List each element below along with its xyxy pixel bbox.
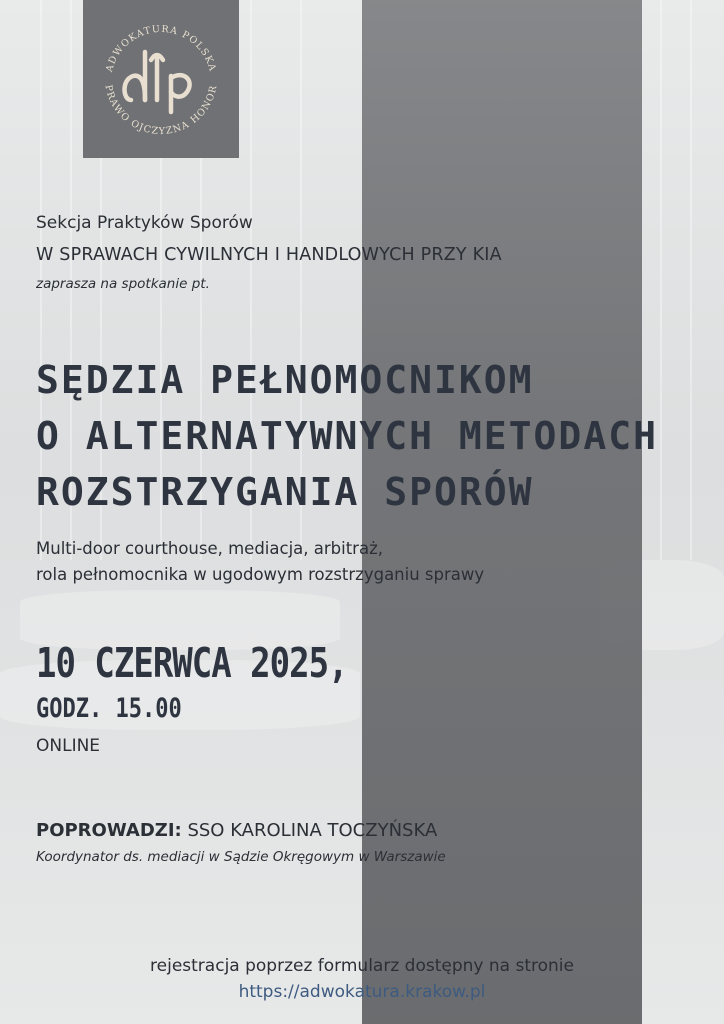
logo (83, 0, 239, 158)
event-date: 10 CZERWCA 2025, (36, 640, 348, 688)
organizer-name: Sekcja Praktyków Sporów (36, 213, 253, 233)
subtitle-line: Multi-door courthouse, mediacja, arbitraż, (36, 539, 383, 558)
event-title-line: O ALTERNATYWNYCH METODACH (36, 414, 658, 458)
event-title-line: SĘDZIA PEŁNOMOCNIKOM (36, 358, 534, 402)
column-flute (690, 0, 692, 560)
host-name: SSO KAROLINA TOCZYŃSKA (187, 820, 438, 841)
column-flute (660, 0, 662, 560)
host-role: Koordynator ds. mediacji w Sądzie Okręgowym w Warszawie (36, 849, 446, 865)
event-title (36, 352, 658, 520)
event-mode: ONLINE (36, 736, 101, 756)
logo-monogram-icon (125, 52, 190, 112)
event-title-line: ROZSTRZYGANIA SPORÓW (36, 470, 534, 514)
event-subtitle (36, 536, 484, 588)
subtitle-line: rola pełnomocnika w ugodowym rozstrzyganiu sprawy (36, 565, 485, 584)
invitation-text: zaprasza na spotkanie pt. (36, 276, 210, 292)
organizer-section: W SPRAWACH CYWILNYCH I HANDLOWYCH PRZY KIA (36, 245, 502, 265)
registration-text: rejestracja poprzez formularz dostępny na stronie (150, 956, 574, 976)
host (36, 820, 437, 841)
logo-arc-top: ADWOKATURA POLSKA (104, 23, 218, 74)
logo-arc-bottom: PRAWO OJCZYZNA HONOR (102, 83, 220, 138)
event-time: GODZ. 15.00 (36, 694, 182, 724)
registration-link[interactable]: https://adwokatura.krakow.pl (238, 982, 486, 1002)
host-label: POPROWADZI: (36, 820, 182, 841)
